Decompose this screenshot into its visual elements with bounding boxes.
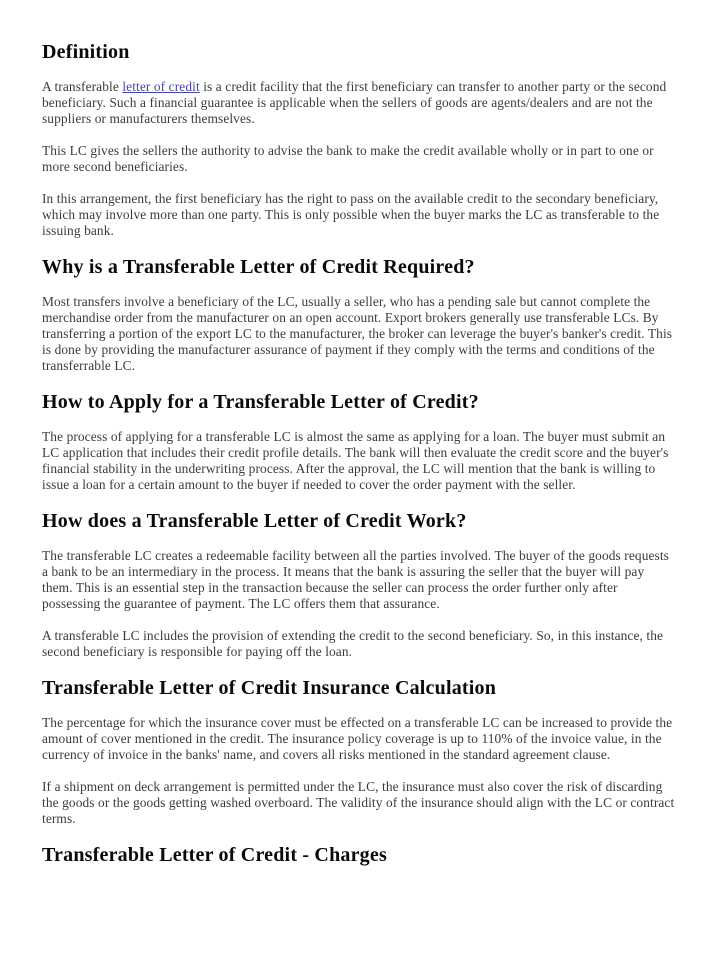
heading-how-it-works: How does a Transferable Letter of Credit Work? (42, 510, 467, 532)
heading-how-to-apply: How to Apply for a Transferable Letter of Credit? (42, 391, 479, 413)
paragraph-insurance-2: If a shipment on deck arrangement is permitted under the LC, the insurance must also cover the risk of discarding the goods or the goods getting washed overboard. The validity of the insurance should align with the LC or contract terms. (42, 779, 675, 826)
heading-why-required: Why is a Transferable Letter of Credit Required? (42, 256, 475, 278)
text-run-intro-pre: A transferable (42, 79, 123, 94)
paragraph-authority: This LC gives the sellers the authority to advise the bank to make the credit available wholly or in part to one or more second beneficiaries. (42, 143, 654, 174)
heading-insurance-calculation: Transferable Letter of Credit Insurance Calculation (42, 677, 497, 699)
paragraph-how-to-apply: The process of applying for a transferable LC is almost the same as applying for a loan. The buyer must submit an LC application that includes their credit profile details. The bank will then evaluate the credit score and the buyer's financial stability in the underwriting process. After the approval, the LC will mention that the bank is willing to issue a loan for a certain amount to the buyer if needed to cover the order payment with the seller. (42, 429, 669, 492)
paragraph-intro (42, 79, 677, 127)
letter-of-credit-link[interactable]: letter of credit (122, 79, 200, 94)
heading-definition: Definition (42, 41, 130, 63)
heading-charges: Transferable Letter of Credit - Charges (42, 844, 387, 866)
text-run-intro-post: is a credit facility that the first beneficiary can transfer to another party or the second beneficiary. Such a financial guarantee is applicable when the sellers of goods are agents/dealers and are not the suppliers or manufacturers themselves. (42, 79, 667, 126)
paragraph-how-it-works-1: The transferable LC creates a redeemable facility between all the parties involved. The buyer of the goods requests a bank to be an intermediary in the process. It means that the bank is assuring the seller that the buyer will pay them. This is an essential step in the transaction because the seller can process the order further only after possessing the guarantee of payment. The LC offers them that assurance. (42, 548, 669, 611)
paragraph-how-it-works-2: A transferable LC includes the provision of extending the credit to the second beneficiary. So, in this instance, the second beneficiary is responsible for paying off the loan. (42, 628, 664, 659)
paragraph-insurance-1: The percentage for which the insurance cover must be effected on a transferable LC can be increased to provide the amount of cover mentioned in the credit. The insurance policy coverage is up to 110% of the invoice value, in the currency of invoice in the banks' name, and covers all risks mentioned in the standard agreement clause. (42, 715, 673, 762)
paragraph-why-required: Most transfers involve a beneficiary of the LC, usually a seller, who has a pending sale but cannot complete the merchandise order from the manufacturer on an open account. Export brokers generally use transferable LCs. By transferring a portion of the export LC to the manufacturer, the broker can leverage the buyer's banker's credit. This is done by providing the manufacturer assurance of payment if they comply with the terms and conditions of the transferrable LC. (42, 294, 673, 373)
paragraph-arrangement: In this arrangement, the first beneficiary has the right to pass on the available credit to the secondary beneficiary, which may involve more than one party. This is only possible when the buyer marks the LC as transferable to the issuing bank. (42, 191, 660, 238)
